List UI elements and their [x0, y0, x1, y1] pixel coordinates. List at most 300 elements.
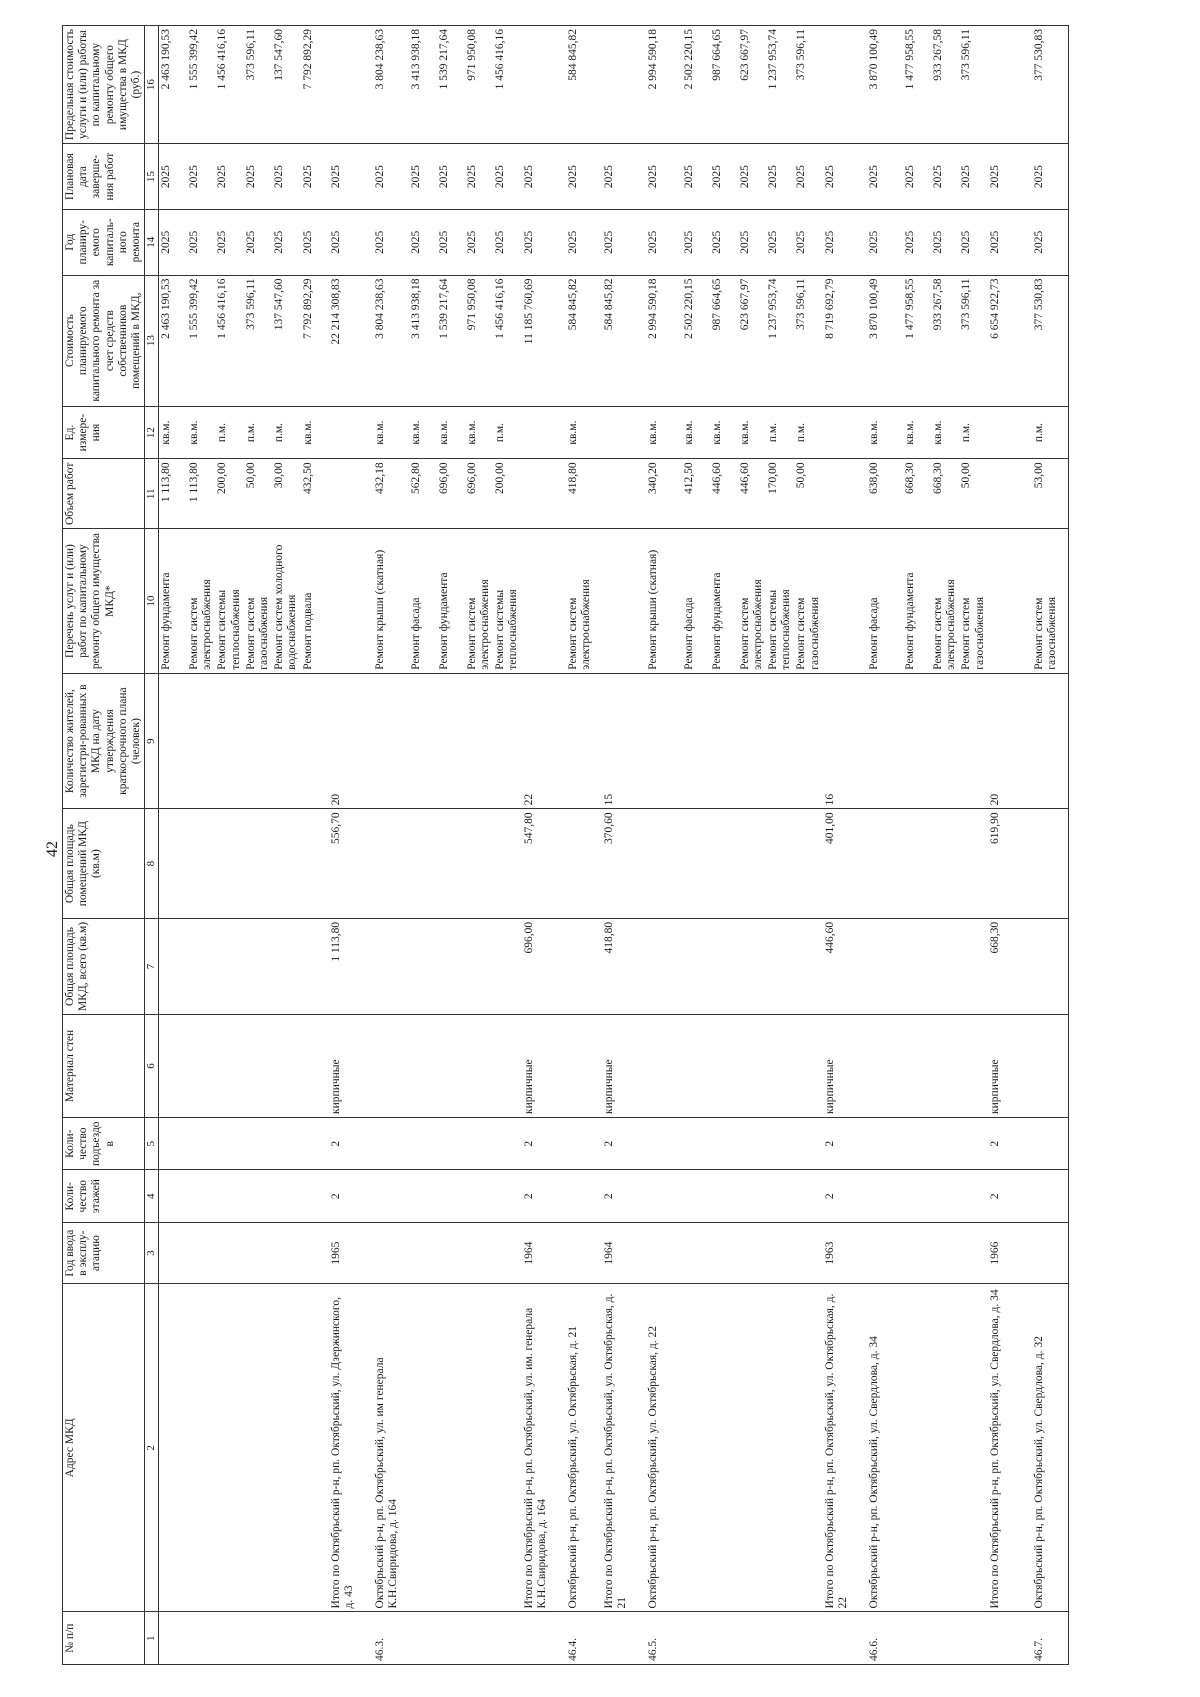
cell-col-7	[465, 918, 493, 1014]
cell-col-13: 7 792 892,29	[301, 275, 329, 406]
cell-col-6	[409, 1015, 437, 1118]
cell-col-8	[903, 809, 931, 918]
cell-col-8: 547,80	[522, 809, 566, 918]
cell-col-2	[215, 1284, 243, 1612]
cell-col-8	[766, 809, 794, 918]
cell-col-12: п.м.	[794, 406, 822, 459]
cell-col-5	[301, 1117, 329, 1170]
cell-col-1	[766, 1612, 794, 1665]
cell-col-6	[646, 1015, 682, 1118]
cell-col-15: 2025	[493, 144, 521, 210]
cell-col-16: 373 596,11	[794, 26, 822, 144]
cell-col-13: 1 456 416,16	[493, 275, 521, 406]
cell-col-5	[465, 1117, 493, 1170]
cell-col-1	[244, 1612, 272, 1665]
total-row	[602, 26, 646, 1665]
cell-col-11	[988, 459, 1032, 529]
cell-col-12: кв.м.	[682, 406, 710, 459]
column-header-6: Материал стен	[63, 1015, 145, 1118]
cell-col-7	[766, 918, 794, 1014]
cell-col-5	[710, 1117, 738, 1170]
cell-col-6	[215, 1015, 243, 1118]
cell-col-14: 2025	[522, 209, 566, 275]
cell-col-4	[1032, 1170, 1069, 1223]
cell-col-14: 2025	[215, 209, 243, 275]
cell-col-14: 2025	[437, 209, 465, 275]
cell-col-7	[794, 918, 822, 1014]
cell-col-5	[244, 1117, 272, 1170]
cell-col-16: 2 463 190,53	[158, 26, 187, 144]
cell-col-4	[158, 1170, 187, 1223]
table-row	[682, 26, 710, 1665]
cell-col-15: 2025	[710, 144, 738, 210]
cell-col-1	[437, 1612, 465, 1665]
cell-col-11: 340,20	[646, 459, 682, 529]
cell-col-13: 1 237 953,74	[766, 275, 794, 406]
cell-col-5: 2	[602, 1117, 646, 1170]
cell-col-15: 2025	[522, 144, 566, 210]
cell-col-8	[409, 809, 437, 918]
cell-col-2: Октябрьский р-н, рп. Октябрьский, ул. Свердлова, д. 34	[867, 1284, 903, 1612]
cell-col-6	[566, 1015, 602, 1118]
cell-col-5	[646, 1117, 682, 1170]
cell-col-6	[301, 1015, 329, 1118]
cell-col-6: кирпичные	[602, 1015, 646, 1118]
cell-col-12: кв.м.	[301, 406, 329, 459]
column-header-15: Плановая дата заверше-ния работ	[63, 144, 145, 210]
cell-col-4: 2	[329, 1170, 373, 1223]
cell-col-10: Ремонт фасада	[409, 529, 437, 673]
cell-col-3	[465, 1222, 493, 1283]
cell-col-3	[158, 1222, 187, 1283]
table-row	[244, 26, 272, 1665]
cell-col-1: 46.7.	[1032, 1612, 1069, 1665]
cell-col-6: кирпичные	[823, 1015, 867, 1118]
cell-col-10: Ремонт крыши (скатная)	[373, 529, 409, 673]
cell-col-8	[187, 809, 215, 918]
cell-col-8	[710, 809, 738, 918]
cell-col-9: 15	[602, 673, 646, 809]
cell-col-7: 668,30	[988, 918, 1032, 1014]
cell-col-4	[215, 1170, 243, 1223]
cell-col-1	[215, 1612, 243, 1665]
cell-col-9	[566, 673, 602, 809]
cell-col-8	[931, 809, 959, 918]
cell-col-14: 2025	[329, 209, 373, 275]
table-row	[766, 26, 794, 1665]
cell-col-4	[373, 1170, 409, 1223]
cell-col-16: 377 530,83	[1032, 26, 1069, 144]
cell-col-3	[903, 1222, 931, 1283]
cell-col-6	[244, 1015, 272, 1118]
cell-col-1: 46.3.	[373, 1612, 409, 1665]
cell-col-11: 668,30	[931, 459, 959, 529]
cell-col-8: 556,70	[329, 809, 373, 918]
cell-col-15: 2025	[301, 144, 329, 210]
cell-col-7	[373, 918, 409, 1014]
column-header-11: Объем работ	[63, 459, 145, 529]
cell-col-4	[566, 1170, 602, 1223]
cell-col-6	[272, 1015, 300, 1118]
cell-col-15: 2025	[646, 144, 682, 210]
cell-col-9	[158, 673, 187, 809]
cell-col-2	[272, 1284, 300, 1612]
cell-col-9	[272, 673, 300, 809]
cell-col-16: 1 477 958,55	[903, 26, 931, 144]
cell-col-6	[766, 1015, 794, 1118]
cell-col-16: 137 547,60	[272, 26, 300, 144]
cell-col-8	[738, 809, 766, 918]
cell-col-9	[903, 673, 931, 809]
cell-col-10: Ремонт системы теплоснабжения	[493, 529, 521, 673]
cell-col-7	[493, 918, 521, 1014]
cell-col-16	[823, 26, 867, 144]
cell-col-5	[373, 1117, 409, 1170]
cell-col-13: 584 845,82	[566, 275, 602, 406]
cell-col-12	[522, 406, 566, 459]
cell-col-14: 2025	[867, 209, 903, 275]
cell-col-11: 30,00	[272, 459, 300, 529]
cell-col-9: 22	[522, 673, 566, 809]
cell-col-10: Ремонт систем электроснабжения	[738, 529, 766, 673]
cell-col-1	[465, 1612, 493, 1665]
cell-col-1	[794, 1612, 822, 1665]
cell-col-6	[738, 1015, 766, 1118]
cell-col-15: 2025	[766, 144, 794, 210]
column-header-1: № п/п	[63, 1612, 145, 1665]
cell-col-1	[493, 1612, 521, 1665]
cell-col-6	[1032, 1015, 1069, 1118]
cell-col-13: 3 413 938,18	[409, 275, 437, 406]
cell-col-5	[931, 1117, 959, 1170]
cell-col-8	[1032, 809, 1069, 918]
cell-col-6	[867, 1015, 903, 1118]
cell-col-2	[409, 1284, 437, 1612]
cell-col-12: кв.м.	[931, 406, 959, 459]
cell-col-1: 46.5.	[646, 1612, 682, 1665]
cell-col-12: кв.м.	[409, 406, 437, 459]
cell-col-7: 418,80	[602, 918, 646, 1014]
cell-col-16: 933 267,58	[931, 26, 959, 144]
cell-col-8	[465, 809, 493, 918]
cell-col-8	[272, 809, 300, 918]
cell-col-13: 933 267,58	[931, 275, 959, 406]
cell-col-8	[493, 809, 521, 918]
cell-col-14: 2025	[301, 209, 329, 275]
cell-col-9	[437, 673, 465, 809]
cell-col-7	[959, 918, 987, 1014]
cell-col-3	[931, 1222, 959, 1283]
cell-col-16: 971 950,08	[465, 26, 493, 144]
cell-col-1	[931, 1612, 959, 1665]
cell-col-3	[646, 1222, 682, 1283]
cell-col-9	[710, 673, 738, 809]
cell-col-1	[738, 1612, 766, 1665]
cell-col-10: Ремонт крыши (скатная)	[646, 529, 682, 673]
cell-col-1	[158, 1612, 187, 1665]
cell-col-14: 2025	[903, 209, 931, 275]
cell-col-16	[329, 26, 373, 144]
cell-col-12	[988, 406, 1032, 459]
cell-col-13: 373 596,11	[244, 275, 272, 406]
cell-col-7	[682, 918, 710, 1014]
table-row	[738, 26, 766, 1665]
cell-col-11: 50,00	[244, 459, 272, 529]
cell-col-10: Ремонт систем электроснабжения	[187, 529, 215, 673]
cell-col-7: 1 113,80	[329, 918, 373, 1014]
cell-col-8: 401,00	[823, 809, 867, 918]
cell-col-16: 373 596,11	[244, 26, 272, 144]
cell-col-11: 200,00	[215, 459, 243, 529]
table-row	[959, 26, 987, 1665]
cell-col-4	[738, 1170, 766, 1223]
cell-col-12: п.м.	[959, 406, 987, 459]
cell-col-12: кв.м.	[465, 406, 493, 459]
total-row	[823, 26, 867, 1665]
cell-col-16: 2 994 590,18	[646, 26, 682, 144]
cell-col-10	[522, 529, 566, 673]
cell-col-2: Итого по Октябрьский р-н, рп. Октябрьский, ул. Дзержинского, д. 43	[329, 1284, 373, 1612]
cell-col-7	[301, 918, 329, 1014]
cell-col-1	[903, 1612, 931, 1665]
cell-col-16: 3 870 100,49	[867, 26, 903, 144]
column-header-5: Коли-чество подъездо в	[63, 1117, 145, 1170]
cell-col-5	[187, 1117, 215, 1170]
cell-col-2	[710, 1284, 738, 1612]
cell-col-12: кв.м.	[867, 406, 903, 459]
cell-col-13: 3 804 238,63	[373, 275, 409, 406]
cell-col-9	[931, 673, 959, 809]
cell-col-15: 2025	[566, 144, 602, 210]
cell-col-3	[215, 1222, 243, 1283]
cell-col-8: 370,60	[602, 809, 646, 918]
cell-col-5	[158, 1117, 187, 1170]
cell-col-12: кв.м.	[710, 406, 738, 459]
cell-col-2: Итого по Октябрьский р-н, рп. Октябрьский, ул. Свердлова, д. 34	[988, 1284, 1032, 1612]
cell-col-9	[766, 673, 794, 809]
table-row	[272, 26, 300, 1665]
cell-col-2	[931, 1284, 959, 1612]
column-header-7: Общая площадь МКД, всего (кв.м)	[63, 918, 145, 1014]
cell-col-11: 638,00	[867, 459, 903, 529]
cell-col-5	[566, 1117, 602, 1170]
cell-col-2	[766, 1284, 794, 1612]
cell-col-12: п.м.	[244, 406, 272, 459]
cell-col-13: 2 502 220,15	[682, 275, 710, 406]
cell-col-5: 2	[329, 1117, 373, 1170]
cell-col-16: 373 596,11	[959, 26, 987, 144]
cell-col-2	[682, 1284, 710, 1612]
cell-col-7	[738, 918, 766, 1014]
cell-col-1	[522, 1612, 566, 1665]
cell-col-6	[465, 1015, 493, 1118]
cell-col-2	[301, 1284, 329, 1612]
column-number-5: 5	[145, 1117, 159, 1170]
cell-col-16: 2 502 220,15	[682, 26, 710, 144]
cell-col-15: 2025	[158, 144, 187, 210]
cell-col-13: 373 596,11	[794, 275, 822, 406]
cell-col-13: 584 845,82	[602, 275, 646, 406]
column-number-11: 11	[145, 459, 159, 529]
cell-col-7	[710, 918, 738, 1014]
cell-col-11	[823, 459, 867, 529]
cell-col-9	[215, 673, 243, 809]
cell-col-10: Ремонт фундамента	[158, 529, 187, 673]
column-header-12: Ед. измере-ния	[63, 406, 145, 459]
cell-col-4	[867, 1170, 903, 1223]
cell-col-6	[158, 1015, 187, 1118]
cell-col-14: 2025	[409, 209, 437, 275]
table-row	[158, 26, 187, 1665]
column-number-2: 2	[145, 1284, 159, 1612]
cell-col-11: 446,60	[738, 459, 766, 529]
column-number-13: 13	[145, 275, 159, 406]
total-row	[522, 26, 566, 1665]
table-row	[373, 26, 409, 1665]
cell-col-9	[682, 673, 710, 809]
cell-col-12: кв.м.	[738, 406, 766, 459]
cell-col-11: 432,18	[373, 459, 409, 529]
cell-col-9	[465, 673, 493, 809]
cell-col-2	[794, 1284, 822, 1612]
cell-col-3	[1032, 1222, 1069, 1283]
cell-col-6	[903, 1015, 931, 1118]
cell-col-13: 22 214 308,83	[329, 275, 373, 406]
cell-col-4	[187, 1170, 215, 1223]
cell-col-11: 696,00	[465, 459, 493, 529]
cell-col-5	[493, 1117, 521, 1170]
cell-col-12: п.м.	[766, 406, 794, 459]
cell-col-14: 2025	[272, 209, 300, 275]
cell-col-13: 987 664,65	[710, 275, 738, 406]
cell-col-2	[903, 1284, 931, 1612]
cell-col-7	[437, 918, 465, 1014]
cell-col-14: 2025	[493, 209, 521, 275]
table-row	[566, 26, 602, 1665]
cell-col-7: 446,60	[823, 918, 867, 1014]
cell-col-13: 1 456 416,16	[215, 275, 243, 406]
cell-col-8	[867, 809, 903, 918]
cell-col-11: 668,30	[903, 459, 931, 529]
column-header-8: Общая площадь помещений МКД (кв.м)	[63, 809, 145, 918]
column-number-9: 9	[145, 673, 159, 809]
cell-col-8	[682, 809, 710, 918]
cell-col-15: 2025	[738, 144, 766, 210]
cell-col-2: Октябрьский р-н, рп. Октябрьский, ул. Октябрьская, д. 22	[646, 1284, 682, 1612]
cell-col-10: Ремонт подвала	[301, 529, 329, 673]
table-body	[158, 26, 1068, 1665]
cell-col-12: кв.м.	[373, 406, 409, 459]
cell-col-16: 584 845,82	[566, 26, 602, 144]
cell-col-5: 2	[823, 1117, 867, 1170]
cell-col-11: 1 113,80	[187, 459, 215, 529]
cell-col-2	[738, 1284, 766, 1612]
cell-col-13: 2 994 590,18	[646, 275, 682, 406]
cell-col-4	[931, 1170, 959, 1223]
cell-col-2	[465, 1284, 493, 1612]
cell-col-9: 20	[988, 673, 1032, 809]
cell-col-8	[794, 809, 822, 918]
cell-col-4	[493, 1170, 521, 1223]
cell-col-9	[244, 673, 272, 809]
cell-col-14: 2025	[602, 209, 646, 275]
cell-col-14: 2025	[959, 209, 987, 275]
column-number-1: 1	[145, 1612, 159, 1665]
cell-col-6	[959, 1015, 987, 1118]
cell-col-4	[437, 1170, 465, 1223]
cell-col-3: 1966	[988, 1222, 1032, 1283]
table-row	[409, 26, 437, 1665]
cell-col-7	[215, 918, 243, 1014]
cell-col-3: 1965	[329, 1222, 373, 1283]
cell-col-3	[244, 1222, 272, 1283]
cell-col-11: 170,00	[766, 459, 794, 529]
cell-col-4	[646, 1170, 682, 1223]
cell-col-9	[867, 673, 903, 809]
cell-col-15: 2025	[903, 144, 931, 210]
cell-col-14: 2025	[738, 209, 766, 275]
cell-col-8	[158, 809, 187, 918]
cell-col-1	[272, 1612, 300, 1665]
cell-col-13: 8 719 692,79	[823, 275, 867, 406]
column-header-16: Предельная стоимость услуги и (или) работы по капитальному ремонту общего имущества в МКД (руб.)	[63, 26, 145, 144]
cell-col-4	[903, 1170, 931, 1223]
cell-col-10	[823, 529, 867, 673]
cell-col-16	[988, 26, 1032, 144]
cell-col-11: 412,50	[682, 459, 710, 529]
cell-col-14: 2025	[931, 209, 959, 275]
cell-col-10: Ремонт фундамента	[710, 529, 738, 673]
column-number-7: 7	[145, 918, 159, 1014]
cell-col-2: Итого по Октябрьский р-н, рп. Октябрьский, ул. Октябрьская, д. 22	[823, 1284, 867, 1612]
cell-col-13: 11 185 760,69	[522, 275, 566, 406]
cell-col-16: 1 456 416,16	[215, 26, 243, 144]
cell-col-6	[682, 1015, 710, 1118]
cell-col-8	[646, 809, 682, 918]
cell-col-15: 2025	[244, 144, 272, 210]
cell-col-11: 200,00	[493, 459, 521, 529]
cell-col-12	[329, 406, 373, 459]
cell-col-11: 418,80	[566, 459, 602, 529]
cell-col-11	[329, 459, 373, 529]
cell-col-3	[187, 1222, 215, 1283]
cell-col-13: 1 539 217,64	[437, 275, 465, 406]
cell-col-11: 1 113,80	[158, 459, 187, 529]
cell-col-14: 2025	[465, 209, 493, 275]
cell-col-13: 1 555 399,42	[187, 275, 215, 406]
cell-col-3	[794, 1222, 822, 1283]
cell-col-14: 2025	[187, 209, 215, 275]
total-row	[329, 26, 373, 1665]
cell-col-5	[215, 1117, 243, 1170]
cell-col-2	[437, 1284, 465, 1612]
cell-col-13: 3 870 100,49	[867, 275, 903, 406]
table-row	[1032, 26, 1069, 1665]
column-header-9: Количество жителей, зарегистри-рованных в МКД на дату утверждения краткосрочного плана (человек)	[63, 673, 145, 809]
cell-col-4	[794, 1170, 822, 1223]
cell-col-3	[959, 1222, 987, 1283]
cell-col-14: 2025	[823, 209, 867, 275]
cell-col-9	[493, 673, 521, 809]
cell-col-6	[187, 1015, 215, 1118]
cell-col-2	[493, 1284, 521, 1612]
cell-col-15: 2025	[823, 144, 867, 210]
cell-col-15: 2025	[794, 144, 822, 210]
cell-col-10: Ремонт систем газоснабжения	[1032, 529, 1069, 673]
cell-col-15: 2025	[215, 144, 243, 210]
cell-col-3	[566, 1222, 602, 1283]
table-row	[215, 26, 243, 1665]
